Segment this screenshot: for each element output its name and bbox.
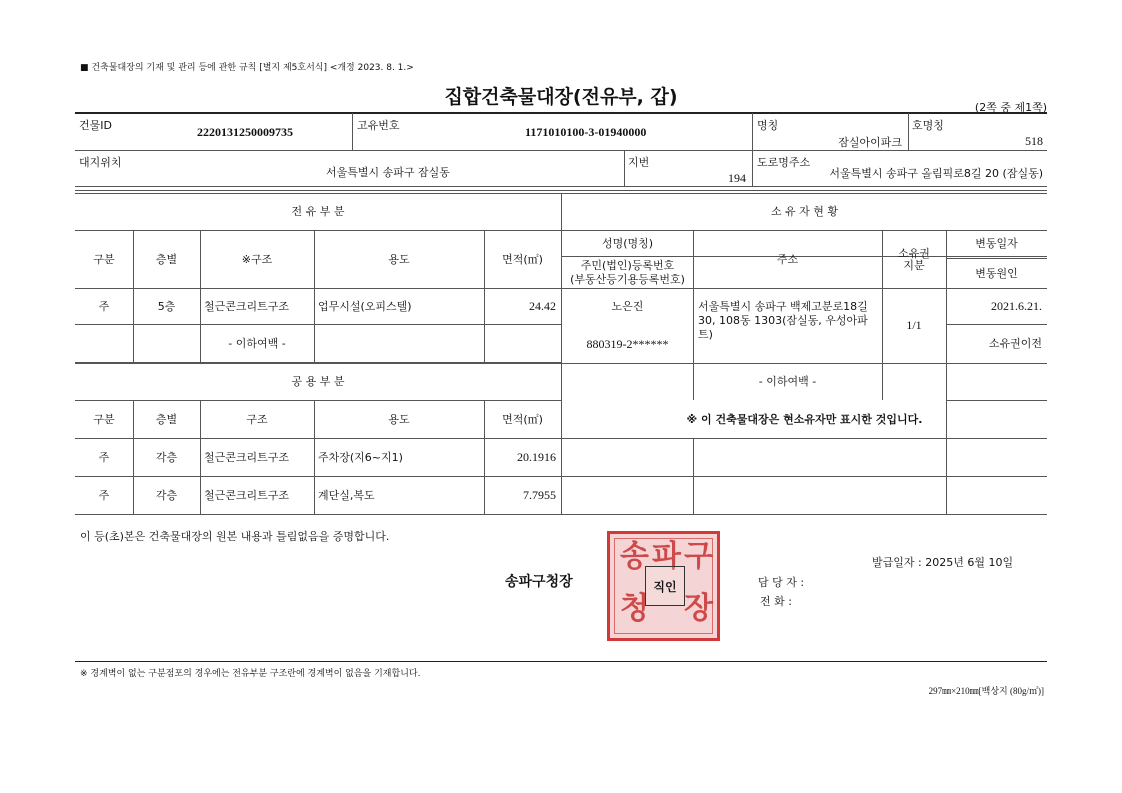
owner-col-share: 소유권 지분 — [898, 246, 930, 272]
name-label: 명칭 — [757, 119, 779, 132]
common-row1-area: 20.1916 — [517, 450, 556, 464]
common-row2-type: 주 — [98, 488, 110, 502]
footnote: ※ 경계벽이 없는 구분점포의 경우에는 전유부분 구조란에 경계벽이 없음을 기재합니다. — [80, 669, 421, 679]
site-label: 대지위치 — [79, 156, 122, 169]
common-row1-structure: 철근콘크리트구조 — [204, 450, 290, 464]
form-regulation-note: ■ 건축물대장의 기재 및 관리 등에 관한 규칙 [별지 제5호서식] <개정 2023. 8. 1.> — [80, 63, 414, 73]
building-id-label: 건물ID — [79, 119, 112, 132]
road-address-label: 도로명주소 — [757, 156, 811, 169]
common-row2-use: 계단실,복도 — [318, 488, 375, 502]
page-info: (2쪽 중 제1쪽) — [974, 101, 1047, 114]
unit-name-label: 호명칭 — [912, 119, 944, 132]
lot-value: 194 — [728, 171, 746, 185]
common-col-floor: 층별 — [155, 412, 178, 426]
unique-no-label: 고유번호 — [357, 119, 400, 132]
exclusive-blank-marker: - 이하여백 - — [228, 336, 286, 350]
owner-blank-marker: - 이하여백 - — [758, 375, 817, 389]
unique-no-value: 1171010100-3-01940000 — [525, 125, 647, 139]
stamp-label: 직인 — [645, 566, 685, 606]
owner-share: 1/1 — [906, 318, 922, 332]
unit-name-value: 518 — [1025, 134, 1043, 148]
common-row2-area: 7.7955 — [523, 488, 556, 502]
exclusive-row-use: 업무시설(오피스텔) — [318, 299, 412, 313]
common-col-use: 용도 — [388, 412, 410, 426]
common-row1-use: 주차장(지6~지1) — [318, 450, 403, 464]
common-col-area: 면적(㎡) — [502, 412, 543, 426]
name-value: 잠실아이파크 — [838, 136, 902, 149]
building-id-value: 2220131250009735 — [197, 125, 293, 139]
common-row2-structure: 철근콘크리트구조 — [204, 488, 290, 502]
owner-col-name: 성명(명칭) — [601, 236, 654, 250]
official-seal: 송 파 구 청 장 — [607, 531, 720, 641]
site-value: 서울특별시 송파구 잠실동 — [326, 166, 450, 179]
paper-spec: 297㎜×210㎜[백상지 (80g/㎡)] — [928, 686, 1044, 696]
staff-label: 담 당 자 : — [758, 576, 805, 589]
exclusive-section-title: 전 유 부 분 — [291, 205, 345, 219]
current-owner-notice: ※ 이 건축물대장은 현소유자만 표시한 것입니다. — [686, 412, 923, 426]
owner-change-date: 2021.6.21. — [991, 299, 1042, 313]
common-section-title: 공 용 부 분 — [291, 375, 345, 389]
owner-change-reason: 소유권이전 — [988, 336, 1042, 350]
owner-col-change-date: 변동일자 — [975, 237, 1018, 251]
owner-col-regno: 주민(법인)등록번호 (부동산등기용등록번호) — [570, 258, 685, 286]
owner-regno: 880319-2****** — [586, 336, 669, 351]
exclusive-col-type: 구분 — [93, 252, 115, 266]
phone-label: 전 화 : — [760, 595, 792, 608]
common-row2-floor: 각층 — [155, 488, 178, 502]
exclusive-col-floor: 층별 — [155, 252, 178, 266]
common-row1-type: 주 — [98, 450, 110, 464]
document-title: 집합건축물대장(전유부, 갑) — [444, 86, 678, 108]
exclusive-row-area: 24.42 — [529, 299, 556, 313]
exclusive-row-floor: 5층 — [157, 299, 176, 313]
common-col-type: 구분 — [93, 412, 115, 426]
exclusive-col-structure: ※구조 — [241, 252, 273, 266]
owner-address: 서울특별시 송파구 백제고분로18길 30, 108동 1303(잠실동, 우성아파트) — [698, 300, 868, 341]
common-row1-floor: 각층 — [155, 450, 178, 464]
exclusive-row-type: 주 — [98, 299, 110, 313]
owner-col-change-reason: 변동원인 — [975, 266, 1018, 280]
certification-text: 이 등(초)본은 건축물대장의 원본 내용과 틀림없음을 증명합니다. — [80, 530, 390, 543]
owner-section-title: 소 유 자 현 황 — [770, 205, 839, 219]
exclusive-col-area: 면적(㎡) — [502, 252, 543, 266]
road-address-value: 서울특별시 송파구 올림픽로8길 20 (잠실동) — [829, 167, 1043, 180]
common-col-structure: 구조 — [246, 412, 268, 426]
issue-date: 발급일자 : 2025년 6월 10일 — [872, 556, 1014, 569]
exclusive-col-use: 용도 — [388, 252, 410, 266]
issuer-name: 송파구청장 — [505, 574, 573, 590]
owner-name: 노은진 — [611, 299, 644, 313]
lot-label: 지번 — [628, 156, 650, 169]
owner-col-address: 주소 — [776, 252, 799, 266]
exclusive-row-structure: 철근콘크리트구조 — [204, 299, 290, 313]
